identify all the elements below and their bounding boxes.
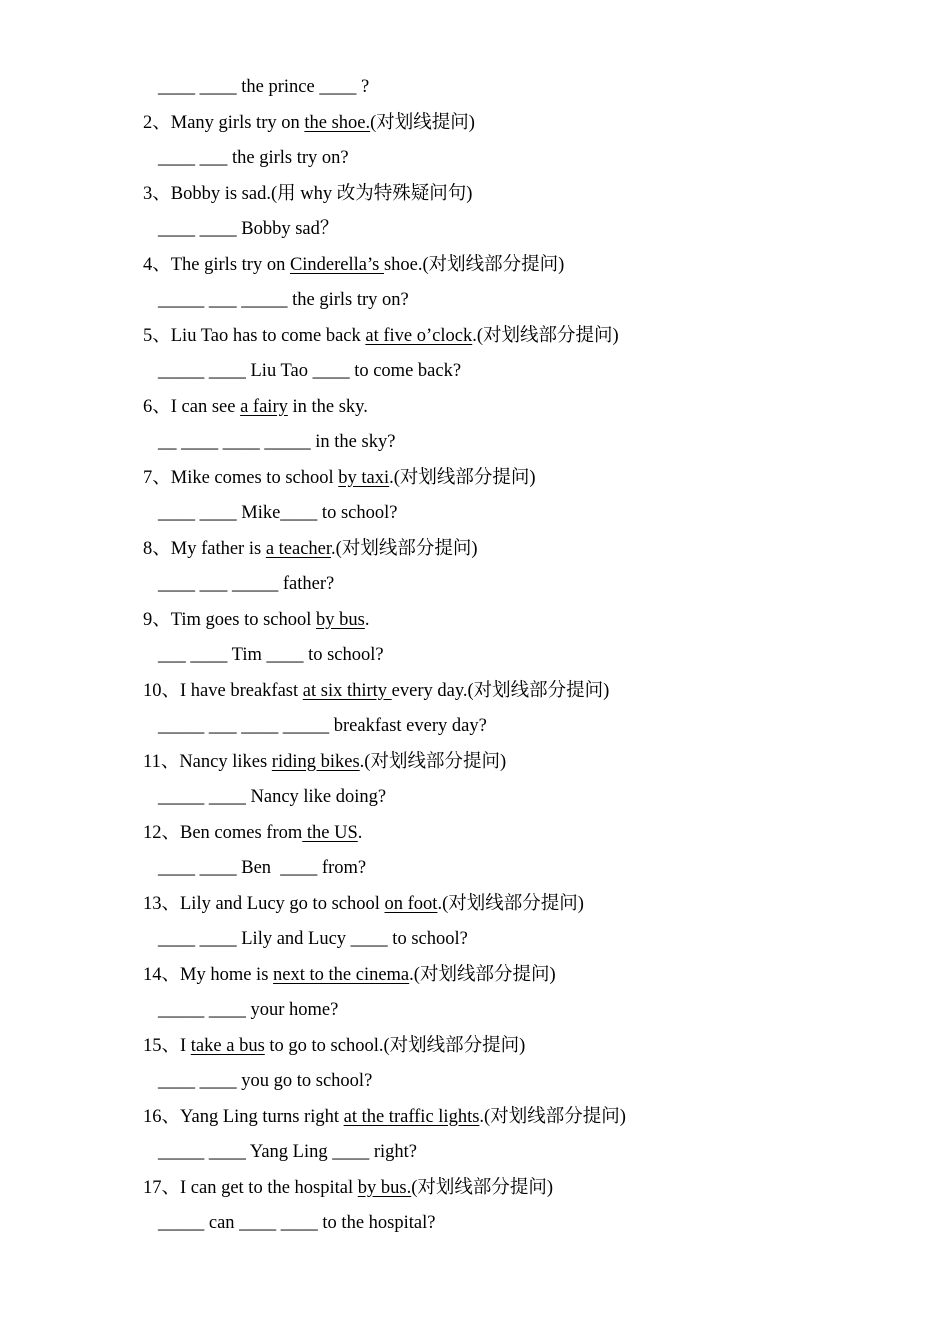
text-segment: _____ ____ Liu Tao ____ to come back?: [158, 361, 462, 381]
question-line: [143, 182, 472, 206]
answer-line: [158, 1140, 417, 1164]
text-segment: _____ ___ _____ the girls try on?: [158, 290, 409, 310]
text-segment: every day.(对划线部分提问): [391, 680, 610, 701]
question-line: [143, 395, 368, 419]
text-segment: ____ ____ the prince ____ ?: [158, 77, 370, 97]
text-segment: 14、My home is: [143, 964, 274, 985]
answer-line: [158, 643, 384, 667]
underlined-phrase: at five o’clock: [365, 325, 473, 346]
text-segment: .(对划线部分提问): [437, 893, 584, 914]
text-segment: .(对划线部分提问): [331, 538, 478, 559]
underlined-phrase: a fairy: [240, 396, 288, 417]
text-segment: shoe.(对划线部分提问): [383, 254, 565, 275]
text-segment: .: [357, 822, 363, 843]
text-segment: 6、I can see: [143, 396, 241, 417]
answer-line: [158, 714, 487, 738]
underlined-phrase: by bus: [316, 609, 365, 630]
text-segment: 3、Bobby is sad.(用 why 改为特殊疑问句): [143, 183, 473, 204]
answer-line: [158, 856, 366, 880]
answer-line: [158, 927, 468, 951]
answer-line: [158, 146, 349, 170]
underlined-phrase: Cinderella’s: [289, 254, 384, 275]
underlined-phrase: on foot: [384, 893, 438, 914]
question-line: [143, 963, 556, 987]
text-segment: ____ ____ Mike____ to school?: [158, 503, 398, 523]
answer-line: [158, 288, 409, 312]
text-segment: ____ ____ Ben ____ from?: [158, 858, 367, 878]
question-line: [143, 1105, 626, 1129]
text-segment: .(对划线部分提问): [472, 325, 619, 346]
text-segment: _____ can ____ ____ to the hospital?: [158, 1213, 436, 1233]
answer-line: [158, 1211, 435, 1235]
answer-line: [158, 998, 338, 1022]
text-segment: _____ ____ Yang Ling ____ right?: [158, 1142, 417, 1162]
text-segment: to go to school.(对划线部分提问): [264, 1035, 526, 1056]
question-line: [143, 324, 619, 348]
text-segment: ____ ____ Bobby sad？: [158, 219, 339, 239]
text-segment: .(对划线部分提问): [479, 1106, 626, 1127]
question-line: [143, 537, 477, 561]
question-line: [143, 750, 506, 774]
text-segment: 8、My father is: [143, 538, 266, 559]
answer-line: [158, 430, 395, 454]
text-segment: 7、Mike comes to school: [143, 467, 339, 488]
text-segment: ____ ____ Lily and Lucy ____ to school?: [158, 929, 468, 949]
text-segment: 17、I can get to the hospital: [143, 1177, 358, 1198]
text-segment: ____ ___ _____ father?: [158, 574, 335, 594]
answer-line: [158, 501, 397, 525]
underlined-phrase: a teacher: [265, 538, 332, 559]
text-segment: 10、I have breakfast: [143, 680, 303, 701]
text-segment: in the sky.: [287, 396, 368, 417]
text-segment: 16、Yang Ling turns right: [143, 1106, 344, 1127]
question-line: [143, 892, 584, 916]
underlined-phrase: by taxi: [338, 467, 390, 488]
text-segment: 9、Tim goes to school: [143, 609, 317, 630]
text-segment: 15、I: [143, 1035, 191, 1056]
text-segment: 12、Ben comes from: [143, 822, 303, 843]
underlined-phrase: at six thirty: [302, 680, 392, 701]
text-segment: 11、Nancy likes: [143, 751, 272, 772]
underlined-phrase: riding bikes: [271, 751, 360, 772]
answer-line: [158, 785, 386, 809]
question-line: [143, 1176, 553, 1200]
text-segment: ____ ____ you go to school?: [158, 1071, 373, 1091]
text-segment: (对划线提问): [370, 112, 475, 133]
text-segment: _____ ____ your home?: [158, 1000, 339, 1020]
question-line: [143, 1034, 525, 1058]
text-segment: 5、Liu Tao has to come back: [143, 325, 366, 346]
underlined-phrase: the shoe.: [304, 112, 371, 133]
question-line: [143, 253, 564, 277]
text-segment: 2、Many girls try on: [143, 112, 305, 133]
text-segment: (对划线部分提问): [411, 1177, 554, 1198]
underlined-phrase: by bus.: [357, 1177, 412, 1198]
text-segment: .(对划线部分提问): [409, 964, 556, 985]
answer-line: [158, 75, 369, 99]
question-line: [143, 608, 369, 632]
underlined-phrase: the US: [302, 822, 358, 843]
underlined-phrase: take a bus: [190, 1035, 265, 1056]
question-line: [143, 111, 475, 135]
underlined-phrase: at the traffic lights: [343, 1106, 480, 1127]
underlined-phrase: next to the cinema: [273, 964, 410, 985]
answer-line: [158, 1069, 372, 1093]
text-segment: _____ ____ Nancy like doing?: [158, 787, 387, 807]
text-segment: 13、Lily and Lucy go to school: [143, 893, 385, 914]
text-segment: ____ ___ the girls try on?: [158, 148, 349, 168]
answer-line: [158, 359, 461, 383]
question-line: [143, 821, 362, 845]
text-segment: ___ ____ Tim ____ to school?: [158, 645, 384, 665]
answer-line: [158, 572, 334, 596]
text-segment: .: [364, 609, 370, 630]
text-segment: .(对划线部分提问): [359, 751, 507, 772]
question-line: [143, 679, 609, 703]
text-segment: 4、The girls try on: [143, 254, 290, 275]
text-segment: _____ ___ ____ _____ breakfast every day?: [158, 716, 487, 736]
text-segment: __ ____ ____ _____ in the sky?: [158, 432, 396, 452]
text-segment: .(对划线部分提问): [389, 467, 536, 488]
question-line: [143, 466, 536, 490]
answer-line: [158, 217, 338, 241]
